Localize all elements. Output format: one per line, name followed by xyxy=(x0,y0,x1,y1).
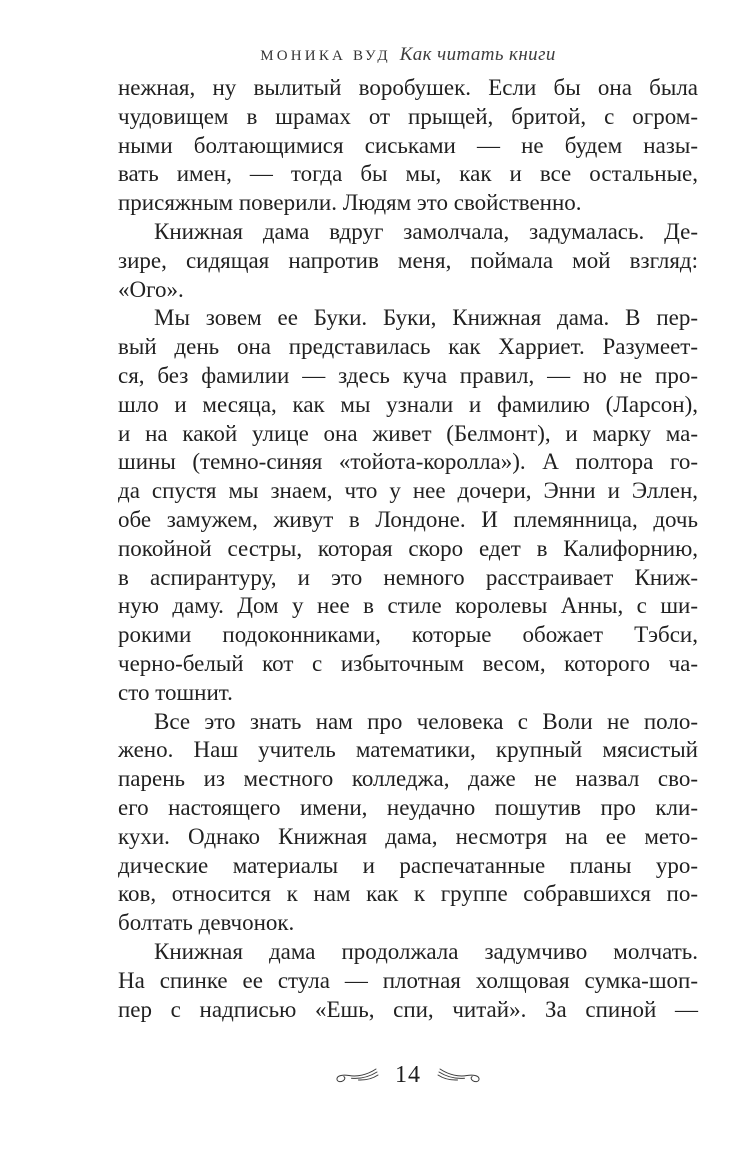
text-line: Мы зовем ее Буки. Буки, Книжная дама. В пер- xyxy=(154,305,698,331)
text-line: черно-белый кот с избыточным весом, которого ча- xyxy=(118,650,698,676)
text-line: шины (темно-синяя «тойота-королла»). А полтора го- xyxy=(118,449,698,475)
text-line: Книжная дама вдруг замолчала, задумалась. Де- xyxy=(154,218,698,244)
text-line: кухи. Однако Книжная дама, несмотря на ее мето- xyxy=(118,823,698,849)
text-line: Книжная дама продолжала задумчиво молчать. xyxy=(154,938,698,964)
text-line: ков, относится к нам как к группе собравшихся по- xyxy=(118,881,698,907)
text-line: да спустя мы знаем, что у нее дочери, Энни и Эллен, xyxy=(118,478,698,504)
text-line: жено. Наш учитель математики, крупный мясистый xyxy=(118,737,698,763)
text-line: ную даму. Дом у нее в стиле королевы Анны, с ши- xyxy=(118,593,698,619)
text-line: обе замужем, живут в Лондоне. И племянница, дочь xyxy=(118,506,698,532)
text-line: ся, без фамилии — здесь куча правил, — но не про- xyxy=(118,362,698,388)
text-line: его настоящего имени, неудачно пошутив про кли- xyxy=(118,794,698,820)
paragraph xyxy=(118,218,698,304)
text-line: шло и месяца, как мы узнали и фамилию (Ларсон), xyxy=(118,391,698,417)
text-line: сто тошнит. xyxy=(118,679,233,705)
text-line: ными болтающимися сиськами — не будем назы- xyxy=(118,132,698,158)
text-line: чудовищем в шрамах от прыщей, бритой, с огром- xyxy=(118,103,698,129)
paragraph xyxy=(118,304,698,707)
page-number: 14 xyxy=(395,1062,421,1088)
body-text xyxy=(118,74,698,1024)
text-line: в аспирантуру, и это немного расстраивает Книж- xyxy=(118,564,698,590)
paragraph xyxy=(118,708,698,938)
text-line: парень из местного колледжа, даже не назвал сво- xyxy=(118,766,698,792)
text-line: Все это знать нам про человека с Воли не поло- xyxy=(154,708,698,734)
calligraphic-flourish-right-icon xyxy=(436,1066,482,1086)
text-line: рокими подоконниками, которые обожает Тэбси, xyxy=(118,622,698,648)
running-head-book-title: Как читать книги xyxy=(399,44,556,65)
text-line: «Ого». xyxy=(118,276,184,302)
text-line: вать имен, — тогда бы мы, как и все остальные, xyxy=(118,161,698,187)
text-line: зире, сидящая напротив меня, поймала мой взгляд: xyxy=(118,247,698,273)
text-line: присяжным поверили. Людям это свойственно. xyxy=(118,190,582,216)
calligraphic-flourish-left-icon xyxy=(334,1066,380,1086)
text-line: и на какой улице она живет (Белмонт), и марку ма- xyxy=(118,420,698,446)
text-line: пер с надписью «Ешь, спи, читай». За спиной — xyxy=(118,996,698,1022)
paragraph xyxy=(118,938,698,1024)
text-line: На спинке ее стула — плотная холщовая сумка-шоп- xyxy=(118,967,698,993)
text-line: болтать девчонок. xyxy=(118,910,295,936)
running-head-author: МОНИКА ВУД xyxy=(260,48,391,64)
running-head xyxy=(118,44,698,66)
page-footer xyxy=(118,1062,698,1089)
paragraph xyxy=(118,74,698,218)
text-line: нежная, ну вылитый воробушек. Если бы она была xyxy=(118,75,698,100)
text-line: покойной сестры, которая скоро едет в Калифорнию, xyxy=(118,535,698,561)
text-line: вый день она представилась как Харриет. Разумеет- xyxy=(118,334,698,360)
text-line: дические материалы и распечатанные планы уро- xyxy=(118,852,698,878)
